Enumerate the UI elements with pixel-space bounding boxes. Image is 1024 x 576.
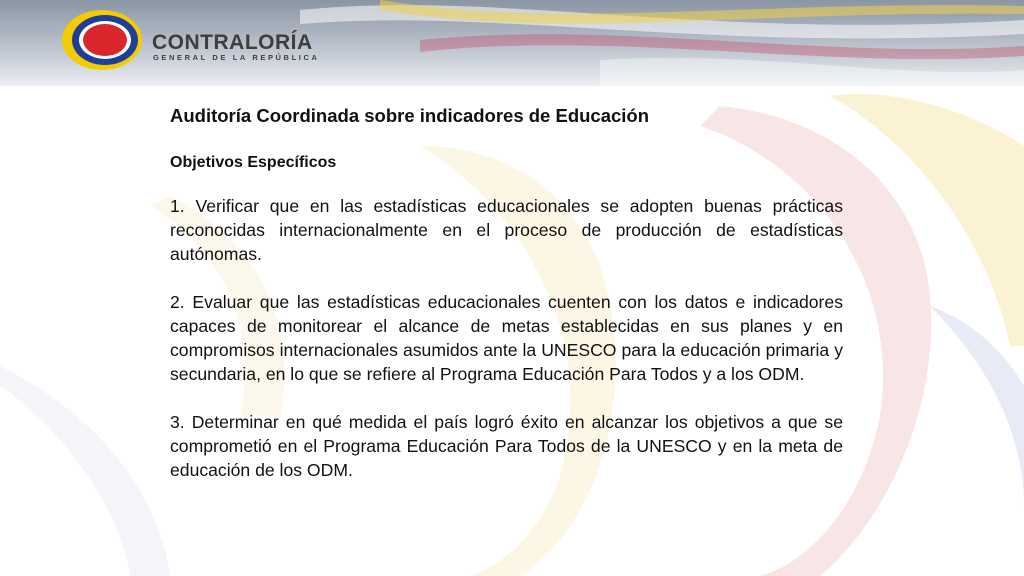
objective-paragraph-3: 3. Determinar en qué medida el país logró éxito en alcanzar los objetivos a que se comprometió en el Programa Educación Para Todos de la UNESCO y en la meta de educación de los ODM.	[170, 412, 843, 480]
section-subtitle: Objetivos Específicos	[170, 154, 337, 171]
logo-title: CONTRALORÍA	[152, 31, 313, 54]
header-banner	[0, 0, 1024, 86]
logo-subtitle: GENERAL DE LA REPÚBLICA	[153, 53, 320, 62]
document-title: Auditoría Coordinada sobre indicadores de Educación	[170, 105, 650, 126]
contraloria-logo-icon	[60, 8, 148, 72]
objective-paragraph-2: 2. Evaluar que las estadísticas educacionales cuenten con los datos e indicadores capaces de monitorear el alcance de metas establecidas en sus planes y en compromisos internacionales asumidos ante la UNESCO para la educación primaria y secundaria, en lo que se refiere al Programa Educación Para Todos y a los ODM.	[170, 292, 843, 384]
document-body	[170, 104, 843, 506]
objective-paragraph-1: 1. Verificar que en las estadísticas educacionales se adopten buenas prácticas reconocidas internacionalmente en el proceso de producción de estadísticas autónomas.	[170, 196, 843, 264]
